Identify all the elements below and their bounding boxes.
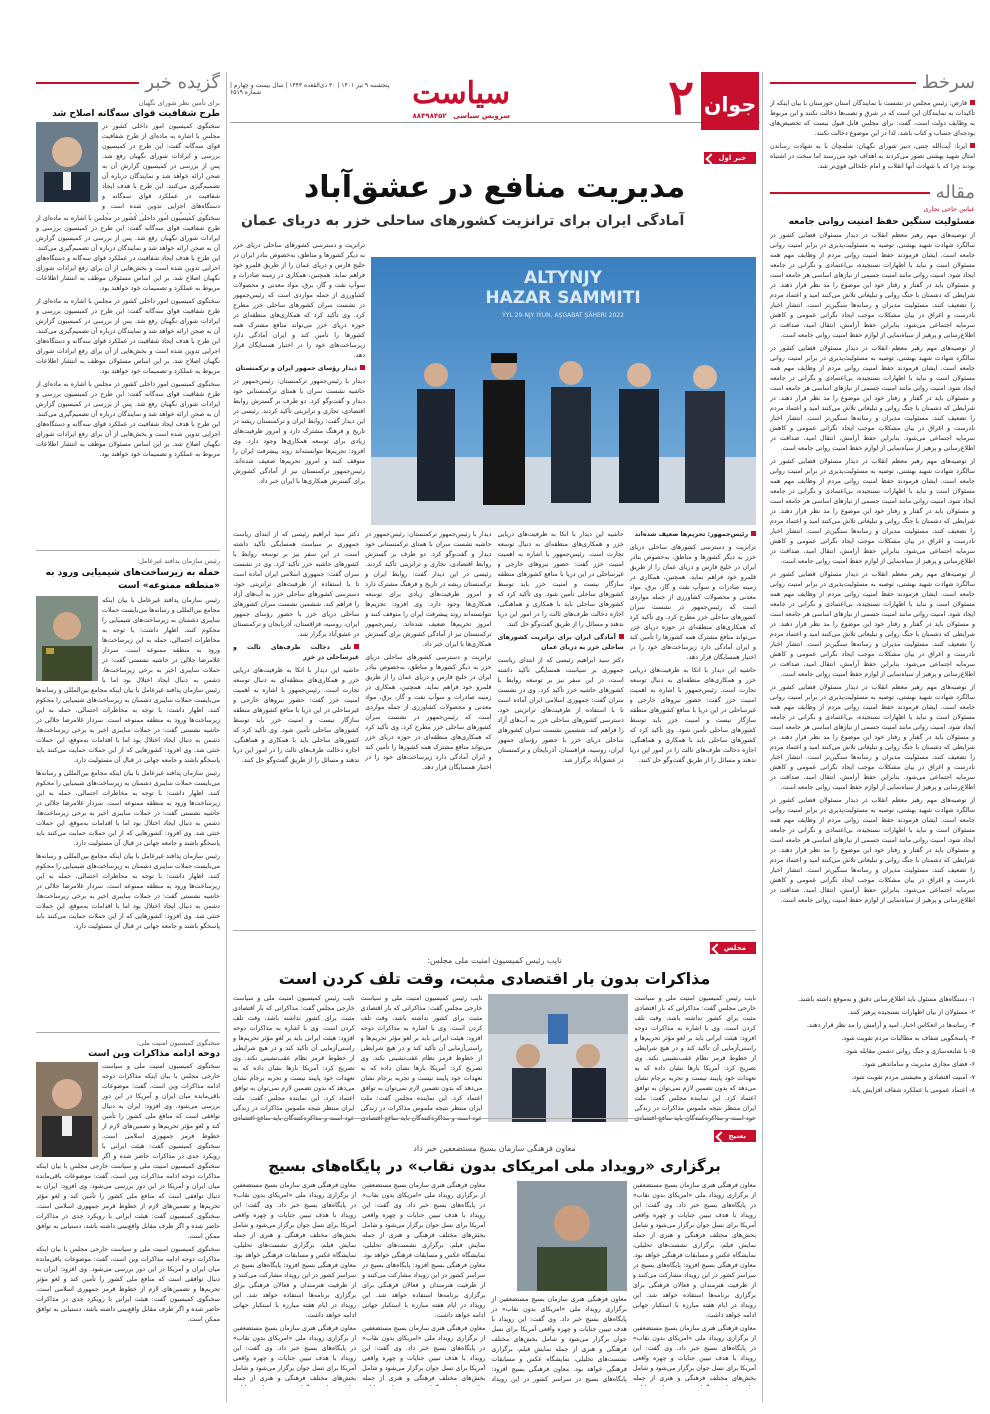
phone-number: ۸۸۴۹۸۴۵۲ bbox=[412, 112, 447, 120]
lead-tag: خبر اول bbox=[704, 152, 756, 164]
divider bbox=[36, 1032, 220, 1033]
maghale-rule bbox=[770, 192, 930, 194]
basij-headline: برگزاری «رویداد ملی امریکای بدون نقاب» در پایگاه‌های بسیج bbox=[268, 1157, 721, 1175]
list-item: ۶- فضای مجازی مدیریت و ساماندهی شود. bbox=[862, 1061, 975, 1068]
maghale-title bbox=[770, 182, 975, 203]
bullet-icon bbox=[360, 365, 365, 370]
opinion-headline: مسئولیت سنگین حفظ امنیت روانی جامعه bbox=[788, 217, 975, 227]
bullet-icon bbox=[354, 644, 359, 649]
list-item: ۴- پاسخگویی شفاف به مطالبات مردم تقویت شود. bbox=[841, 1035, 975, 1042]
list-item: ۵- با شایعه‌سازی و جنگ روانی دشمن مقابله شود. bbox=[844, 1048, 975, 1055]
opinion-author: عباس حاجی نجاری bbox=[923, 205, 975, 213]
lead-col-left: ترانزیت و دسترسی کشورهای ساحلی دریای خزر به دیگر کشورها و مناطق، به‌خصوص بنادر ایران در خلیج فارس و دریای عمان را از طریق قلمرو خود فراهم نماید. همچنین، همکاری در زمینه صادرات و سوآپ نفت و گاز، برق، مواد معدنی و محصولات کشاورزی از جمله مواردی است که رئیس‌جمهور در نشست سران کشورهای ساحلی خزر مطرح کرد. وی تأکید کرد که همکاری‌های منطقه‌ای در حوزه دریای خزر می‌تواند منافع مشترک همه کشورها را تأمین کند و ایران آمادگی دارد زیرساخت‌های خود را در اختیار همسایگان قرار دهد. دیدار رؤسای جمهور ایران و ترکمنستان دیدار با رئیس‌جمهور ترکمنستان: رئیس‌جمهور در حاشیه نشست سران با همتای ترکمنستانی خود دیدار و گفت‌وگو کرد. دو طرف بر گسترش روابط اقتصادی، تجاری و ترانزیتی تأکید کردند. رئیسی در این دیدار گفت: روابط ایران و ترکمنستان ریشه در تاریخ و فرهنگ مشترک دارد و امروز ظرفیت‌های زیادی برای توسعه همکاری‌ها وجود دارد. وی افزود: تحریم‌ها نتوانسته‌اند روند پیشرفت ایران را متوقف کنند و امروز تحریم‌ها ضعیف شده‌اند. رئیس‌جمهور ترکمنستان نیز از آمادگی کشورش برای گسترش همکاری‌ها با ایران خبر داد. bbox=[233, 242, 365, 485]
svg-text:جوان: جوان bbox=[703, 92, 757, 117]
news-item-2: رئیس سازمان پدافند غیرعامل: حمله به زیرساخت‌های شیمیایی ورود به «منطقه ممنوعه» است رئیس سازمان پدافند غیرعامل با بیان اینکه مجامع بین‌المللی و رسانه‌ها می‌بایست حملات سایبری دشمنان به زیرساخت‌های شیمیایی را محکوم کنند، اظهار داشت: با توجه به مخاطرات احتمالی، حمله به این زیرساخت‌ها ورود به منطقه ممنوعه است. سردار غلامرضا جلالی در حاشیه نشستی گفت: در حملات سایبری اخیر به برخی زیرساخت‌ها، دشمن به دنبال ایجاد اختلال بود اما با رئیس سازمان پدافند غیرعامل با بیان اینکه مجامع بین‌المللی و رسانه‌ها می‌بایست حملات سایبری دشمنان به زیرساخت‌های شیمیایی را محکوم کنند، اظهار داشت: با توجه به مخاطرات احتمالی، حمله به این زیرساخت‌ها ورود به منطقه ممنوعه است. سردار غلامرضا جلالی در حاشیه نشستی گفت: در حملات سایبری اخیر به برخی زیرساخت‌ها، دشمن به دنبال ایجاد اختلال بود اما با اقدامات به‌موقع، این حملات خنثی شد. وی افزود: کشورهایی که از این حملات حمایت می‌کنند باید پاسخگو باشند و جامعه جهانی در قبال آن مسئولیت دارد. رئیس سازمان پدافند غیرعامل با بیان اینکه مجامع بین‌المللی و رسانه‌ها می‌بایست حملات سایبری دشمنان به زیرساخت‌های شیمیایی را محکوم کنند، اظهار داشت: با توجه به مخاطرات احتمالی، حمله به این زیرساخت‌ها ورود به منطقه ممنوعه است. سردار غلامرضا جلالی در حاشیه نشستی گفت: در حملات سایبری اخیر به برخی زیرساخت‌ها، دشمن به دنبال ایجاد اختلال بود اما با اقدامات به‌موقع، این حملات خنثی شد. وی افزود: کشورهایی که از این حملات حمایت می‌کنند باید پاسخگو باشند و جامعه جهانی در قبال آن مسئولیت دارد. رئیس سازمان پدافند غیرعامل با بیان اینکه مجامع بین‌المللی و رسانه‌ها می‌بایست حملات سایبری دشمنان به زیرساخت‌های شیمیایی را محکوم کنند، اظهار داشت: با توجه به مخاطرات احتمالی، حمله به این زیرساخت‌ها ورود به منطقه ممنوعه است. سردار غلامرضا جلالی در حاشیه نشستی گفت: در حملات سایبری اخیر به برخی زیرساخت‌ها، دشمن به دنبال ایجاد اختلال بود اما با اقدامات به‌موقع، این حملات خنثی شد. وی افزود: کشورهایی که از این حملات حمایت می‌کنند باید پاسخگو باشند و جامعه جهانی در قبال آن مسئولیت دارد. bbox=[36, 557, 220, 930]
page-number: ۲ bbox=[668, 70, 694, 126]
lead-subheadline: آمادگی ایران برای ترانزیت کشورهای ساحلی خزر به دریای عمان bbox=[241, 213, 685, 229]
brief-item: ایرنا: آیت‌الله جنتی، دبیر شورای نگهبان: شلمچان با به شهادت رساندن امثال شهید بهشتی تصور می‌کردند به اهداف خود می‌رسند اما سخت در اشتباه بودند چرا که با شهادت آنها انقلاب و امام خلخالی قوی‌تر شد. bbox=[770, 143, 975, 170]
list-item: ۳- رسانه‌ها در انعکاس اخبار، امید و آرامش را مد نظر قرار دهند. bbox=[806, 1022, 975, 1029]
portrait-photo bbox=[36, 122, 98, 202]
basij-story: بسیج معاون فرهنگی سازمان بسیج مستضعفین خبر داد برگزاری «رویداد ملی امریکای بدون نقاب» در پایگاه‌های بسیج معاون فرهنگی هنری سازمان بسیج مستضعفین از برگزاری رویداد ملی «امریکای بدون نقاب» در پایگاه‌های بسیج خبر داد. وی گفت: این رویداد با هدف تبیین جنایات و چهره واقعی آمریکا برای نسل جوان برگزار می‌شود و شامل بخش‌های مختلف فرهنگی و هنری از جمله نمایش فیلم، برگزاری نشست‌های تحلیلی، نمایشگاه عکس و مسابقات فرهنگی خواهد بود. معاون فرهنگی بسیج افزود: پایگاه‌های بسیج در سراسر کشور در این رویداد مشارکت می‌کنند و از ظرفیت هنرمندان و فعالان فرهنگی برای برگزاری برنامه‌ها استفاده خواهد شد. این رویداد در ایام هفته مبارزه با استکبار جهانی ادامه خواهد داشت. معاون فرهنگی هنری سازمان بسیج مستضعفین از برگزاری رویداد ملی «امریکای بدون نقاب» در پایگاه‌های بسیج خبر داد. وی گفت: این رویداد با هدف تبیین جنایات و چهره واقعی آمریکا برای نسل جوان برگزار می‌شود و شامل بخش‌های مختلف فرهنگی و هنری از جمله معاون فرهنگی هنری سازمان بسیج مستضعفین از برگزاری رویداد ملی «امریکای بدون نقاب» در پایگاه‌های بسیج خبر داد. وی گفت: این رویداد با هدف تبیین جنایات و چهره واقعی آمریکا برای نسل جوان برگزار می‌شود و شامل بخش‌های مختلف فرهنگی و هنری از جمله نمایش فیلم، برگزاری نشست‌های تحلیلی، نمایشگاه عکس و مسابقات فرهنگی خواهد بود. معاون فرهنگی بسیج افزود: پایگاه‌های بسیج در سراسر کشور در این رویداد مشارکت می‌کنند و از ظرفیت هنرمندان و فعالان فرهنگی برای برگزاری برنامه‌ها استفاده خواهد شد. این رویداد در ایام هفته مبارزه با استکبار جهانی ادامه خواهد داشت. معاون فرهنگی هنری سازمان بسیج مستضعفین از برگزاری رویداد ملی «امریکای بدون نقاب» در پایگاه‌های بسیج خبر داد. وی گفت: این رویداد با هدف تبیین جنایات و چهره واقعی آمریکا برای نسل جوان برگزار می‌شود و شامل بخش‌های مختلف فرهنگی و هنری از جمله معاون فرهنگی هنری سازمان بسیج مستضعفین از برگزاری رویداد ملی «امریکای بدون نقاب» در پایگاه‌های بسیج خبر داد. وی گفت: این رویداد با هدف تبیین جنایات و چهره واقعی آمریکا برای نسل جوان برگزار می‌شود و شامل بخش‌های مختلف فرهنگی و هنری از جمله نمایش فیلم، برگزاری نشست‌های تحلیلی، نمایشگاه عکس و مسابقات فرهنگی خواهد بود. معاون فرهنگی بسیج افزود: پایگاه‌های بسیج در سراسر کشور در این رویداد معاون فرهنگی هنری سازمان بسیج مستضعفین از برگزاری رویداد ملی «امریکای بدون نقاب» در پایگاه‌های بسیج خبر داد. وی گفت: این رویداد با هدف تبیین جنایات و چهره واقعی آمریکا برای نسل جوان برگزار می‌شود و شامل بخش‌های مختلف فرهنگی و هنری از جمله نمایش فیلم، برگزاری نشست‌های تحلیلی، نمایشگاه عکس و مسابقات فرهنگی خواهد بود. معاون فرهنگی بسیج افزود: پایگاه‌های بسیج در سراسر کشور در این رویداد مشارکت می‌کنند و از ظرفیت هنرمندان و فعالان فرهنگی برای برگزاری برنامه‌ها استفاده خواهد شد. این رویداد در ایام هفته مبارزه با استکبار جهانی ادامه خواهد داشت. معاون فرهنگی هنری سازمان بسیج مستضعفین از برگزاری رویداد ملی «امریکای بدون نقاب» در پایگاه‌های بسیج خبر داد. وی گفت: این رویداد با هدف تبیین جنایات و چهره واقعی آمریکا برای نسل جوان برگزار می‌شود و شامل بخش‌های مختلف فرهنگی و هنری از جمله bbox=[233, 1118, 756, 1386]
kicker: رئیس سازمان پدافند غیرعامل: bbox=[136, 557, 220, 565]
photo-banner-line3: 2022 ÝYL 29-NJY IÝUN, AŞGABAT ŞÄHERI bbox=[502, 312, 624, 319]
subhead: آمادگی ایران برای ترانزیت کشورهای ساحلی خزر به دریای عمان bbox=[497, 634, 624, 651]
kicker: برای تأمین نظر شورای نگهبان bbox=[138, 99, 220, 107]
sarkhat-rule bbox=[770, 82, 916, 84]
lead-col-2: دیدار با رئیس‌جمهور ترکمنستان: رئیس‌جمهور در حاشیه نشست سران با همتای ترکمنستانی خود دیدار و گفت‌وگو کرد. دو طرف بر گسترش روابط اقتصادی، تجاری و ترانزیتی تأکید کردند. رئیسی در این دیدار گفت: روابط ایران و ترکمنستان ریشه در تاریخ و فرهنگ مشترک دارد و امروز ظرفیت‌های زیادی برای توسعه همکاری‌ها وجود دارد. وی افزود: تحریم‌ها نتوانسته‌اند روند پیشرفت ایران را متوقف کنند و امروز تحریم‌ها ضعیف شده‌اند. رئیس‌جمهور ترکمنستان نیز از آمادگی کشورش برای گسترش همکاری‌ها با ایران خبر داد. ترانزیت و دسترسی کشورهای ساحلی دریای خزر به دیگر کشورها و مناطق، به‌خصوص بنادر ایران در خلیج فارس و دریای عمان را از طریق قلمرو خود فراهم نماید. همچنین، همکاری در زمینه صادرات و سوآپ نفت و گاز، برق، مواد معدنی و محصولات کشاورزی از جمله مواردی است که رئیس‌جمهور در نشست سران کشورهای ساحلی خزر مطرح کرد. وی تأکید کرد که همکاری‌های منطقه‌ای در حوزه دریای خزر می‌تواند منافع مشترک همه کشورها را تأمین کند و ایران آمادگی دارد زیرساخت‌های خود را در اختیار همسایگان قرار دهد. bbox=[365, 531, 492, 771]
negotiation-photo bbox=[488, 994, 628, 1122]
bullet-icon bbox=[619, 634, 624, 639]
subhead: دیدار رؤسای جمهور ایران و ترکمنستان bbox=[233, 364, 365, 374]
official-photo bbox=[517, 1181, 627, 1291]
service-label: سرویس سیاسی bbox=[453, 112, 510, 120]
list-item: ۸- اعتماد عمومی با عملکرد شفاف افزایش یابد. bbox=[849, 1087, 975, 1094]
headline: حمله به زیرساخت‌های شیمیایی ورود به «منطقه ممنوعه» است bbox=[45, 568, 220, 591]
gozide-title bbox=[36, 72, 220, 93]
photo-banner-line1: ALTYNJY bbox=[524, 268, 602, 288]
masthead bbox=[230, 70, 760, 126]
portrait-photo bbox=[36, 1062, 98, 1157]
brief-list bbox=[770, 99, 975, 172]
subhead: تلی دخالت طرف‌های ثالث و غیرساحلی در خزر bbox=[233, 644, 360, 661]
majlis-story: مجلس نایب رئیس کمیسیون امنیت ملی مجلس: مذاکرات بدون بار اقتصادی مثبت، وقت تلف کردن است نایب رئیس کمیسیون امنیت ملی و سیاست خارجی مجلس گفت: مذاکراتی که بار اقتصادی مثبت برای کشور نداشته باشد، وقت تلف کردن است. وی با اشاره به مذاکرات دوحه افزود: هیئت ایرانی باید بر لغو مؤثر تحریم‌ها و راستی‌آزمایی آن تأکید کند و در هیچ شرایطی از خطوط قرمز نظام عقب‌نشینی نکند. وی تصریح کرد: آمریکا بارها نشان داده که به تعهدات خود پایبند نیست و تجربه برجام نشان می‌دهد که بدون تضمین لازم نمی‌توان به توافق اعتماد کرد. این نماینده مجلس گفت: ملت ایران منتظر نتیجه ملموس مذاکرات در زندگی نایب رئیس کمیسیون امنیت ملی و سیاست خارجی مجلس گفت: مذاکراتی که بار اقتصادی مثبت برای کشور نداشته باشد، وقت تلف کردن است. وی با اشاره به مذاکرات دوحه افزود: هیئت ایرانی باید بر لغو مؤثر تحریم‌ها و راستی‌آزمایی آن تأکید کند و در هیچ شرایطی از خطوط قرمز نظام عقب‌نشینی نکند. وی تصریح کرد: آمریکا بارها نشان داده که به تعهدات خود پایبند نیست و تجربه برجام نشان می‌دهد که بدون تضمین لازم نمی‌توان به توافق اعتماد کرد. این نماینده مجلس گفت: ملت ایران منتظر نتیجه ملموس مذاکرات در زندگی نایب رئیس کمیسیون امنیت ملی و سیاست خارجی مجلس گفت: مذاکراتی که بار اقتصادی مثبت برای کشور نداشته باشد، وقت تلف کردن است. وی با اشاره به مذاکرات دوحه افزود: هیئت ایرانی باید بر لغو مؤثر تحریم‌ها و راستی‌آزمایی آن تأکید کند و در هیچ شرایطی از خطوط قرمز نظام عقب‌نشینی نکند. وی تصریح کرد: آمریکا بارها نشان داده که به تعهدات خود پایبند نیست و تجربه برجام نشان می‌دهد که بدون تضمین لازم نمی‌توان به توافق اعتماد کرد. این نماینده مجلس گفت: ملت ایران منتظر نتیجه ملموس مذاکرات در زندگی bbox=[233, 930, 756, 1124]
kicker: سخنگوی کمیسیون امنیت ملی: bbox=[136, 1039, 220, 1047]
left-divider bbox=[226, 72, 227, 1402]
service-line bbox=[412, 112, 510, 120]
list-item: ۲- مسئولان از بیان اظهارات نسنجیده پرهیز کنند. bbox=[847, 1009, 975, 1016]
summit-photo bbox=[371, 257, 756, 525]
lead-col-3: حاشیه این دیدار با اتکا به ظرفیت‌های دریایی خزر و همکاری‌های منطقه‌ای به دنبال توسعه تجارت است. رئیس‌جمهور با اشاره به اهمیت امنیت خزر گفت: حضور نیروهای خارجی و غیرساحلی در این دریا با منافع کشورهای منطقه سازگار نیست و امنیت خزر باید توسط کشورهای ساحلی تأمین شود. وی تأکید کرد که کشورهای ساحلی باید با همکاری و هماهنگی، اجازه دخالت طرف‌های ثالث را در امور این دریا ندهند و مسائل را از طریق گفت‌وگو حل کنند. آمادگی ایران برای ترانزیت کشورهای ساحلی خزر به دریای عمان دکتر سید ابراهیم رئیسی که از ابتدای ریاست جمهوری بر سیاست همسایگی تأکید داشته است، در این سفر نیز بر توسعه روابط با کشورهای حاشیه خزر تأکید کرد. وی در نشست سران گفت: جمهوری اسلامی ایران آماده است تا با استفاده از ظرفیت‌های ترانزیتی خود، دسترسی کشورهای ساحلی خزر به آب‌های آزاد را فراهم کند. ششمین نشست سران کشورهای ساحلی دریای خزر با حضور رؤسای جمهور ایران، روسیه، قزاقستان، آذربایجان و ترکمنستان در عشق‌آباد برگزار شد. bbox=[497, 531, 624, 764]
gozide-rule bbox=[36, 82, 139, 84]
right-column bbox=[770, 72, 975, 1099]
list-item: ۱- دستگاه‌های مسئول باید اطلاع‌رسانی دقیق و به‌موقع داشته باشند. bbox=[798, 996, 975, 1003]
headline: دوحه ادامه مذاکرات وین است bbox=[88, 1049, 220, 1059]
basij-kicker: معاون فرهنگی سازمان بسیج مستضعفین خبر داد bbox=[413, 1144, 576, 1153]
maghale-heading: مقاله bbox=[935, 182, 975, 203]
lead-col-1: دکتر سید ابراهیم رئیسی که از ابتدای ریاست جمهوری بر سیاست همسایگی تأکید داشته است، در این سفر نیز بر توسعه روابط با کشورهای حاشیه خزر تأکید کرد. وی در نشست سران گفت: جمهوری اسلامی ایران آماده است تا با استفاده از ظرفیت‌های ترانزیتی خود، دسترسی کشورهای ساحلی خزر به آب‌های آزاد را فراهم کند. ششمین نشست سران کشورهای ساحلی دریای خزر با حضور رؤسای جمهور ایران، روسیه، قزاقستان، آذربایجان و ترکمنستان در عشق‌آباد برگزار شد. تلی دخالت طرف‌های ثالث و غیرساحلی در خزر حاشیه این دیدار با اتکا به ظرفیت‌های دریایی خزر و همکاری‌های منطقه‌ای به دنبال توسعه تجارت است. رئیس‌جمهور با اشاره به اهمیت امنیت خزر گفت: حضور نیروهای خارجی و غیرساحلی در این دریا با منافع کشورهای منطقه سازگار نیست و امنیت خزر باید توسط کشورهای ساحلی تأمین شود. وی تأکید کرد که کشورهای ساحلی باید با همکاری و هماهنگی، اجازه دخالت طرف‌های ثالث را در امور این دریا ندهند و مسائل را از طریق گفت‌وگو حل کنند. bbox=[233, 531, 360, 764]
siasat-logo: سیاست bbox=[412, 76, 510, 111]
lead-story bbox=[233, 145, 756, 771]
gozide-heading: گزیده خبر bbox=[145, 72, 220, 93]
list-item: ۷- امنیت اقتصادی و معیشتی مردم تقویت شود. bbox=[851, 1074, 975, 1081]
majlis-tag: مجلس bbox=[710, 942, 756, 954]
issue-line: پنجشنبه ۹ تیر ۱۴۰۱ | ۳۰ ذی‌القعده ۱۴۴۳ | سال بیست و چهارم | شماره ۶۵۱۹ bbox=[230, 82, 390, 96]
brief-item: قارص: رئیس مجلس در نشست با نمایندگان استان خوزستان با بیان اینکه از تأکیدات به نمایندگان این است که در شرق و نصب‌ها دخالت نکنند و این مربوط به وظایف دولت است، گفت: برای مجلس قابل قبول نیست که تخصیص‌های بودجه‌ای حساب و کتاب باشد، لذا در این موضوع دخالت نکنند. bbox=[770, 100, 975, 137]
lead-headline: مدیریت منافع در عشق‌آباد bbox=[303, 170, 686, 205]
portrait-photo bbox=[36, 596, 98, 681]
divider bbox=[36, 550, 220, 551]
majlis-kicker: نایب رئیس کمیسیون امنیت ملی مجلس: bbox=[427, 956, 562, 965]
bullet-icon bbox=[751, 531, 756, 536]
subhead: رئیس‌جمهور: تحریم‌ها ضعیف شده‌اند bbox=[630, 530, 756, 540]
photo-banner-line2: HAZAR SAMMITI bbox=[485, 288, 641, 308]
opinion-list bbox=[770, 995, 975, 1096]
javan-logo bbox=[700, 72, 760, 130]
left-column bbox=[36, 72, 220, 1372]
news-item-3: سخنگوی کمیسیون امنیت ملی: دوحه ادامه مذاکرات وین است سخنگوی کمیسیون امنیت ملی و سیاست خارجی مجلس با بیان اینکه مذاکرات دوحه ادامه مذاکرات وین است، گفت: موضوعات باقی‌مانده میان ایران و آمریکا در این دور بررسی می‌شود. وی افزود: ایران به دنبال توافقی است که منافع ملی کشور را تأمین کند و لغو مؤثر تحریم‌ها و تضمین‌های لازم از خطوط قرمز جمهوری اسلامی است. سخنگوی کمیسیون گفت: هیئت ایرانی با رویکرد جدی در مذاکرات حاضر شده و اگر سخنگوی کمیسیون امنیت ملی و سیاست خارجی مجلس با بیان اینکه مذاکرات دوحه ادامه مذاکرات وین است، گفت: موضوعات باقی‌مانده میان ایران و آمریکا در این دور بررسی می‌شود. وی افزود: ایران به دنبال توافقی است که منافع ملی کشور را تأمین کند و لغو مؤثر تحریم‌ها و تضمین‌های لازم از خطوط قرمز جمهوری اسلامی است. سخنگوی کمیسیون گفت: هیئت ایرانی با رویکرد جدی در مذاکرات حاضر شده و اگر طرف مقابل واقع‌بینی داشته باشد، دستیابی به توافق ممکن است. سخنگوی کمیسیون امنیت ملی و سیاست خارجی مجلس با بیان اینکه مذاکرات دوحه ادامه مذاکرات وین است، گفت: موضوعات باقی‌مانده میان ایران و آمریکا در این دور بررسی می‌شود. وی افزود: ایران به دنبال توافقی است که منافع ملی کشور را تأمین کند و لغو مؤثر تحریم‌ها و تضمین‌های لازم از خطوط قرمز جمهوری اسلامی است. سخنگوی کمیسیون گفت: هیئت ایرانی با رویکرد جدی در مذاکرات حاضر شده و اگر طرف مقابل واقع‌بینی داشته باشد، دستیابی به توافق ممکن است. bbox=[36, 1039, 220, 1323]
lead-col-4: رئیس‌جمهور: تحریم‌ها ضعیف شده‌اند ترانزیت و دسترسی کشورهای ساحلی دریای خزر به دیگر کشورها و مناطق، به‌خصوص بنادر ایران در خلیج فارس و دریای عمان را از طریق قلمرو خود فراهم نماید. همچنین، همکاری در زمینه صادرات و سوآپ نفت و گاز، برق، مواد معدنی و محصولات کشاورزی از جمله مواردی است که رئیس‌جمهور در نشست سران کشورهای ساحلی خزر مطرح کرد. وی تأکید کرد که همکاری‌های منطقه‌ای در حوزه دریای خزر می‌تواند منافع مشترک همه کشورها را تأمین کند و ایران آمادگی دارد زیرساخت‌های خود را در اختیار همسایگان قرار دهد. حاشیه این دیدار با اتکا به ظرفیت‌های دریایی خزر و همکاری‌های منطقه‌ای به دنبال توسعه تجارت است. رئیس‌جمهور با اشاره به اهمیت امنیت خزر گفت: حضور نیروهای خارجی و غیرساحلی در این دریا با منافع کشورهای منطقه سازگار نیست و امنیت خزر باید توسط کشورهای ساحلی تأمین شود. وی تأکید کرد که کشورهای ساحلی باید با همکاری و هماهنگی، اجازه دخالت طرف‌های ثالث را در امور این دریا ندهند و مسائل را از طریق گفت‌وگو حل کنند. bbox=[629, 531, 756, 764]
opinion-body: از توصیه‌های مهم رهبر معظم انقلاب در دیدار مسئولان قضایی کشور در سالگرد شهادت شهید بهشتی، توصیه به مسئولیت‌پذیری در برابر امنیت روانی جامعه است. ایشان فرمودند حفظ امنیت روانی مردم از وظایف مهم همه مسئولان است و نباید با اظهارات نسنجیده، بی‌اعتمادی و نگرانی در جامعه ایجاد شود. امنیت روانی مانند امنیت جسمی از نیازهای اساسی هر جامعه است و مسئولان باید در گفتار و رفتار خود این موضوع را مد نظر قرار دهند. در شرایطی که دشمنان با جنگ روانی و تبلیغاتی تلاش می‌کنند امید و اعتماد مردم را تضعیف کنند، مسئولیت مدیران و رسانه‌ها سنگین‌تر است. انتشار اخبار نادرست و اغراق در بیان مشکلات موجب ایجاد نگرانی عمومی و کاهش سرمایه اجتماعی می‌شود. بنابراین حفظ آرامش، انتقال امید، صداقت در اطلاع‌رسانی و پرهیز از سیاه‌نمایی از لوازم حفظ امنیت روانی جامعه است. از توصیه‌های مهم رهبر معظم انقلاب در دیدار مسئولان قضایی کشور در سالگرد شهادت شهید بهشتی، توصیه به مسئولیت‌پذیری در برابر امنیت روانی جامعه است. ایشان فرمودند حفظ امنیت روانی مردم از وظایف مهم همه مسئولان است و نباید با اظهارات نسنجیده، بی‌اعتمادی و نگرانی در جامعه ایجاد شود. امنیت روانی مانند امنیت جسمی از نیازهای اساسی هر جامعه است و مسئولان باید در گفتار و رفتار خود این موضوع را مد نظر قرار دهند. در شرایطی که دشمنان با جنگ روانی و تبلیغاتی تلاش می‌کنند امید و اعتماد مردم را تضعیف کنند، مسئولیت مدیران و رسانه‌ها سنگین‌تر است. انتشار اخبار نادرست و اغراق در بیان مشکلات موجب ایجاد نگرانی عمومی و کاهش سرمایه اجتماعی می‌شود. بنابراین حفظ آرامش، انتقال امید، صداقت در اطلاع‌رسانی و پرهیز از سیاه‌نمایی از لوازم حفظ امنیت روانی جامعه است. از توصیه‌های مهم رهبر معظم انقلاب در دیدار مسئولان قضایی کشور در سالگرد شهادت شهید بهشتی، توصیه به مسئولیت‌پذیری در برابر امنیت روانی جامعه است. ایشان فرمودند حفظ امنیت روانی مردم از وظایف مهم همه مسئولان است و نباید با اظهارات نسنجیده، بی‌اعتمادی و نگرانی در جامعه ایجاد شود. امنیت روانی مانند امنیت جسمی از نیازهای اساسی هر جامعه است و مسئولان باید در گفتار و رفتار خود این موضوع را مد نظر قرار دهند. در شرایطی که دشمنان با جنگ روانی و تبلیغاتی تلاش می‌کنند امید و اعتماد مردم را تضعیف کنند، مسئولیت مدیران و رسانه‌ها سنگین‌تر است. انتشار اخبار نادرست و اغراق در بیان مشکلات موجب ایجاد نگرانی عمومی و کاهش سرمایه اجتماعی می‌شود. بنابراین حفظ آرامش، انتقال امید، صداقت در اطلاع‌رسانی و پرهیز از سیاه‌نمایی از لوازم حفظ امنیت روانی جامعه است. از توصیه‌های مهم رهبر معظم انقلاب در دیدار مسئولان قضایی کشور در سالگرد شهادت شهید بهشتی، توصیه به مسئولیت‌پذیری در برابر امنیت روانی جامعه است. ایشان فرمودند حفظ امنیت روانی مردم از وظایف مهم همه مسئولان است و نباید با اظهارات نسنجیده، بی‌اعتمادی و نگرانی در جامعه ایجاد شود. امنیت روانی مانند امنیت جسمی از نیازهای اساسی هر جامعه است و مسئولان باید در گفتار و رفتار خود این موضوع را مد نظر قرار دهند. در شرایطی که دشمنان با جنگ روانی و تبلیغاتی تلاش می‌کنند امید و اعتماد مردم را تضعیف کنند، مسئولیت مدیران و رسانه‌ها سنگین‌تر است. انتشار اخبار نادرست و اغراق در بیان مشکلات موجب ایجاد نگرانی عمومی و کاهش سرمایه اجتماعی می‌شود. بنابراین حفظ آرامش، انتقال امید، صداقت در اطلاع‌رسانی و پرهیز از سیاه‌نمایی از لوازم حفظ امنیت روانی جامعه است. از توصیه‌های مهم رهبر معظم انقلاب در دیدار مسئولان قضایی کشور در سالگرد شهادت شهید بهشتی، توصیه به مسئولیت‌پذیری در برابر امنیت روانی جامعه است. ایشان فرمودند حفظ امنیت روانی مردم از وظایف مهم همه مسئولان است و نباید با اظهارات نسنجیده، بی‌اعتمادی و نگرانی در جامعه ایجاد شود. امنیت روانی مانند امنیت جسمی از نیازهای اساسی هر جامعه است و مسئولان باید در گفتار و رفتار خود این موضوع را مد نظر قرار دهند. در شرایطی که دشمنان با جنگ روانی و تبلیغاتی تلاش می‌کنند امید و اعتماد مردم را تضعیف کنند، مسئولیت مدیران و رسانه‌ها سنگین‌تر است. انتشار اخبار نادرست و اغراق در بیان مشکلات موجب ایجاد نگرانی عمومی و کاهش سرمایه اجتماعی می‌شود. بنابراین حفظ آرامش، انتقال امید، صداقت در اطلاع‌رسانی و پرهیز از سیاه‌نمایی از لوازم حفظ امنیت روانی جامعه است. از توصیه‌های مهم رهبر معظم انقلاب در دیدار مسئولان قضایی کشور در سالگرد شهادت شهید بهشتی، توصیه به مسئولیت‌پذیری در برابر امنیت روانی جامعه است. ایشان فرمودند حفظ امنیت روانی مردم از وظایف مهم همه مسئولان است و نباید با اظهارات نسنجیده، بی‌اعتمادی و نگرانی در جامعه ایجاد شود. امنیت روانی مانند امنیت جسمی از نیازهای اساسی هر جامعه است و مسئولان باید در گفتار و رفتار خود این موضوع را مد نظر قرار دهند. در شرایطی که دشمنان با جنگ روانی و تبلیغاتی تلاش می‌کنند امید و اعتماد مردم را تضعیف کنند، مسئولیت مدیران و رسانه‌ها سنگین‌تر است. انتشار اخبار نادرست و اغراق در بیان مشکلات موجب ایجاد نگرانی عمومی و کاهش سرمایه اجتماعی می‌شود. بنابراین حفظ آرامش، انتقال امید، صداقت در اطلاع‌رسانی و پرهیز از سیاه‌نمایی از لوازم حفظ امنیت روانی جامعه است. bbox=[770, 232, 975, 904]
headline: طرح شفافیت قوای سه‌گانه اصلاح شد bbox=[52, 109, 220, 119]
bullet-icon bbox=[970, 100, 975, 105]
divider bbox=[233, 1118, 756, 1119]
majlis-headline: مذاکرات بدون بار اقتصادی مثبت، وقت تلف کردن است bbox=[278, 969, 711, 988]
divider bbox=[233, 930, 756, 931]
sarkhat-heading: سرخط bbox=[921, 72, 975, 93]
news-item-1: برای تأمین نظر شورای نگهبان طرح شفافیت قوای سه‌گانه اصلاح شد سخنگوی کمیسیون امور داخلی کشور در مجلس با اشاره به ماده‌ای از طرح شفافیت قوای سه‌گانه گفت: این طرح در کمیسیون بررسی و ایرادات شورای نگهبان رفع شد. پس از بررسی در کمیسیون گزارش آن به صحن ارائه خواهد شد و نمایندگان درباره آن تصمیم‌گیری می‌کنند. این طرح با هدف ایجاد شفافیت در عملکرد قوای سه‌گانه و دستگاه‌های اجرایی تدوین شده است و سخنگوی کمیسیون امور داخلی کشور در مجلس با اشاره به ماده‌ای از طرح شفافیت قوای سه‌گانه گفت: این طرح در کمیسیون بررسی و ایرادات شورای نگهبان رفع شد. پس از بررسی در کمیسیون گزارش آن به صحن ارائه خواهد شد و نمایندگان درباره آن تصمیم‌گیری می‌کنند. این طرح با هدف ایجاد شفافیت در عملکرد قوای سه‌گانه و دستگاه‌های اجرایی تدوین شده است و بخش‌هایی از آن برای رفع ایرادات شورای نگهبان اصلاح شد. بر این اساس مسئولان موظف به انتشار اطلاعات مربوط به عملکرد و تصمیمات خود خواهند بود. سخنگوی کمیسیون امور داخلی کشور در مجلس با اشاره به ماده‌ای از طرح شفافیت قوای سه‌گانه گفت: این طرح در کمیسیون بررسی و ایرادات شورای نگهبان رفع شد. پس از بررسی در کمیسیون گزارش آن به صحن ارائه خواهد شد و نمایندگان درباره آن تصمیم‌گیری می‌کنند. این طرح با هدف ایجاد شفافیت در عملکرد قوای سه‌گانه و دستگاه‌های اجرایی تدوین شده است و بخش‌هایی از آن برای رفع ایرادات شورای نگهبان اصلاح شد. بر این اساس مسئولان موظف به انتشار اطلاعات مربوط به عملکرد و تصمیمات خود خواهند بود. سخنگوی کمیسیون امور داخلی کشور در مجلس با اشاره به ماده‌ای از طرح شفافیت قوای سه‌گانه گفت: این طرح در کمیسیون بررسی و ایرادات شورای نگهبان رفع شد. پس از بررسی در کمیسیون گزارش آن به صحن ارائه خواهد شد و نمایندگان درباره آن تصمیم‌گیری می‌کنند. این طرح با هدف ایجاد شفافیت در عملکرد قوای سه‌گانه و دستگاه‌های اجرایی تدوین شده است و بخش‌هایی از آن برای رفع ایرادات شورای نگهبان اصلاح شد. بر این اساس مسئولان موظف به انتشار اطلاعات مربوط به عملکرد و تصمیمات خود خواهند بود. bbox=[36, 99, 220, 458]
right-divider bbox=[762, 72, 763, 1402]
sarkhat-title bbox=[770, 72, 975, 93]
basij-tag: بسیج bbox=[714, 1130, 756, 1142]
bullet-icon bbox=[970, 143, 975, 148]
